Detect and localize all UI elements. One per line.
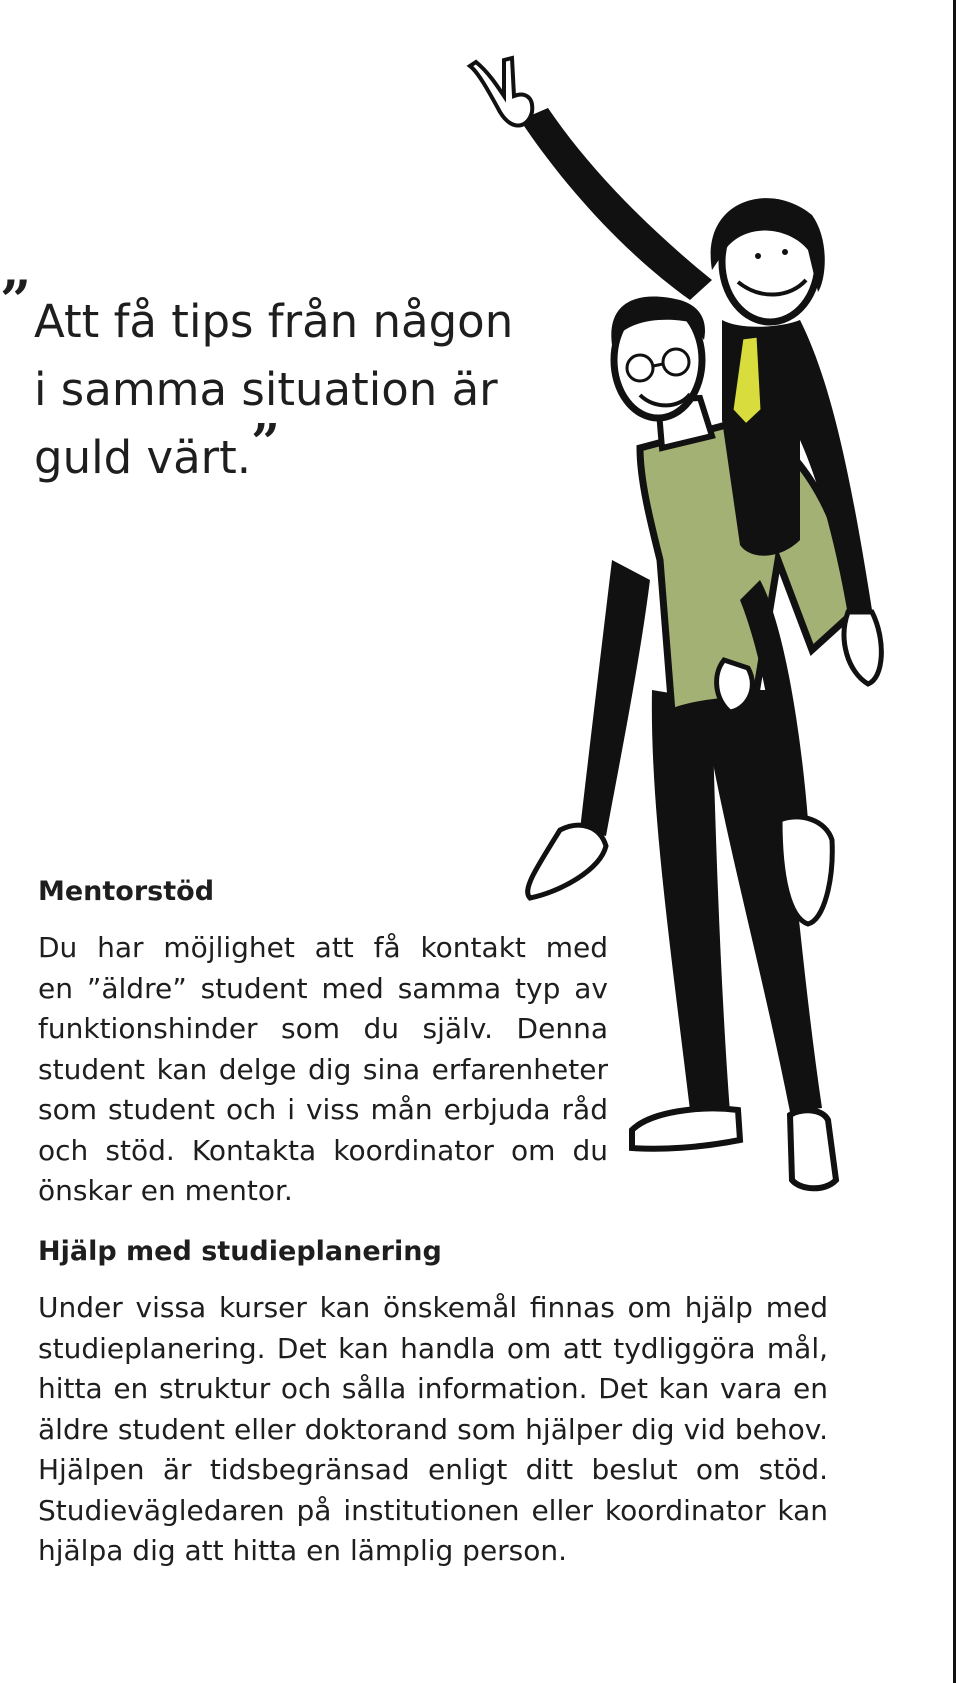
quote-line-text: guld värt. bbox=[34, 431, 252, 484]
planning-line: hitta en struktur och sålla information. Det kan vara en bbox=[38, 1372, 828, 1405]
planning-line: äldre student eller doktorand som hjälper dig vid behov. bbox=[38, 1412, 828, 1446]
rider-left-leg bbox=[580, 560, 650, 836]
quote-close-mark: ” bbox=[251, 412, 280, 471]
rider-left-shoe bbox=[528, 825, 606, 898]
mentor-paragraph bbox=[38, 928, 608, 1212]
rider-right-hand bbox=[844, 612, 881, 684]
planning-line: Studievägledaren på institutionen eller koordinator kan bbox=[38, 1493, 828, 1527]
rider-eye-right bbox=[782, 249, 788, 255]
mentor-line: önskar en mentor. bbox=[38, 1174, 293, 1207]
quote-line: i samma situation är bbox=[34, 363, 498, 416]
planning-paragraph bbox=[38, 1288, 828, 1572]
mentor-line: funktionshinder som du själv. Denna bbox=[38, 1012, 608, 1045]
mentor-line: Du har möjlighet att få kontakt med bbox=[38, 931, 608, 964]
mentor-line: student kan delge dig sina erfarenheter bbox=[38, 1052, 608, 1086]
peace-hand-icon bbox=[470, 58, 532, 126]
planning-line: studieplanering. Det kan handla om att tydliggöra mål, bbox=[38, 1331, 828, 1365]
rider-eye-left bbox=[755, 253, 761, 259]
raised-arm bbox=[520, 108, 712, 300]
planning-line: hjälpa dig att hitta en lämplig person. bbox=[38, 1534, 568, 1567]
standing-left-shoe bbox=[632, 1108, 740, 1148]
quote-line: Att få tips från någon bbox=[34, 295, 514, 348]
mentor-section-title: Mentorstöd bbox=[38, 876, 215, 907]
page-edge-line bbox=[953, 0, 956, 1683]
planning-section-title: Hjälp med studieplanering bbox=[38, 1236, 442, 1267]
mentor-line: en ”äldre” student med samma typ av bbox=[38, 971, 608, 1005]
mentor-line: som student och i viss mån erbjuda råd bbox=[38, 1093, 608, 1126]
planning-line: Under vissa kurser kan önskemål finnas om hjälp med bbox=[38, 1291, 828, 1324]
planning-line: Hjälpen är tidsbegränsad enligt ditt beslut om stöd. bbox=[38, 1453, 828, 1486]
standing-hand bbox=[717, 660, 753, 712]
mentor-line: och stöd. Kontakta koordinator om du bbox=[38, 1133, 608, 1167]
quote-open-mark: ” bbox=[0, 268, 32, 332]
standing-right-shoe bbox=[790, 1110, 836, 1188]
